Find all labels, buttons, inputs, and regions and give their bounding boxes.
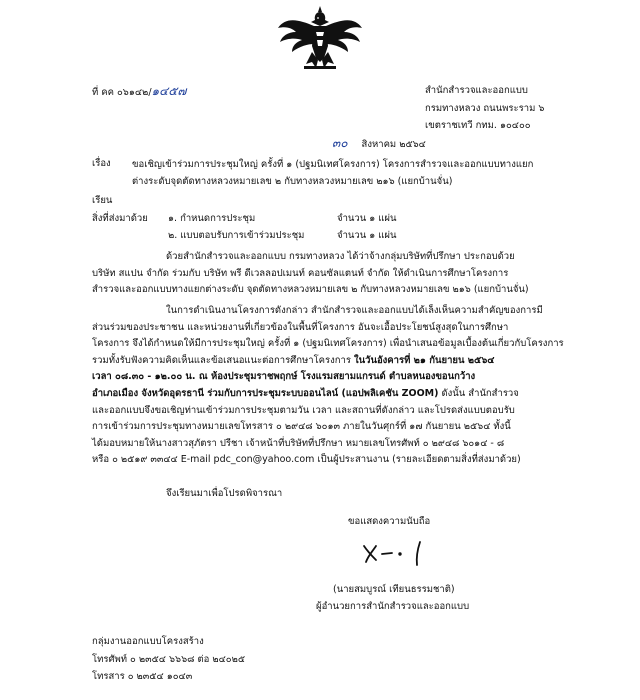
subject-text — [132, 156, 533, 190]
salutation: เรียน — [92, 195, 113, 206]
footer-department: กลุ่มงานออกแบบโครงสร้าง — [92, 636, 204, 647]
date-day-handwritten: ๓๐ — [332, 136, 348, 150]
details-line-8: การเข้าร่วมการประชุมทางหมายเลขโทรสาร ๐ ๒๙๔๘ ๖๐๑๓ ภายในวันศุกร์ที่ ๑๗ กันยายน ๒๕๖๔ ทั้งนี้ — [92, 421, 511, 433]
details-line-7: และออกแบบจึงขอเชิญท่านเข้าร่วมการประชุมตามวัน เวลา และสถานที่ดังกล่าว และโปรดส่งแบบตอบรับ — [92, 404, 515, 416]
reference-prefix: ที่ คค ๐๖๑๔๒/ — [92, 87, 152, 98]
footer-fax: โทรสาร ๐ ๒๓๕๔ ๑๐๔๓ — [92, 671, 193, 682]
meeting-time-venue: เวลา ๐๘.๓๐ - ๑๒.๐๐ น. ณ ห้องประชุมราชพฤกษ์ โรงแรมสยามแกรนด์ ตำบลหนองขอนกว้าง — [92, 371, 476, 383]
meeting-date: ในวันอังคารที่ ๒๑ กันยายน ๒๕๖๔ — [353, 354, 495, 366]
regards: ขอแสดงความนับถือ — [348, 516, 431, 527]
details-line-2: ส่วนร่วมของประชาชน และหน่วยงานที่เกี่ยวข้องในพื้นที่โครงการ อันจะเอื้อประโยชน์สูงสุดในการศึกษา — [92, 321, 509, 333]
intro-line-2: บริษัท สแปน จำกัด ร่วมกับ บริษัท พรี ดีเวลลอปเมนท์ คอนซัลแตนท์ จำกัด ให้ดำเนินการศึกษาโครงการ — [92, 267, 509, 279]
details-line-9: ได้มอบหมายให้นางสาวสุภัตรา ปรีชา เจ้าหน้าที่บริษัทที่ปรึกษา หมายเลขโทรศัพท์ ๐ ๒๙๔๘ ๖๐๑๔ - ๘ — [92, 437, 505, 449]
enclosure-item-1: ๑. กำหนดการประชุม — [168, 213, 256, 224]
subject-line-1: ขอเชิญเข้าร่วมการประชุมใหญ่ ครั้งที่ ๑ (ปฐมนิเทศโครงการ) โครงการสำรวจและออกแบบทางแยก — [132, 159, 534, 170]
enclosure-qty-2: จำนวน ๑ แผ่น — [337, 230, 397, 241]
intro-line-1: ด้วยสำนักสำรวจและออกแบบ กรมทางหลวง ได้ว่าจ้างกลุ่มบริษัทที่ปรึกษา ประกอบด้วย — [166, 251, 515, 262]
details-line-6-text: ดังนั้น สำนักสำรวจ — [438, 387, 519, 399]
intro-line-3: สำรวจและออกแบบทางแยกต่างระดับ จุดตัดทางหลวงหมายเลข ๒ กับทางหลวงหมายเลข ๒๑๖ (แยกบ้านจั่น) — [92, 284, 529, 296]
letter-date — [332, 134, 426, 153]
details-line-4 — [92, 353, 602, 370]
details-line-6 — [92, 386, 602, 403]
signer-title: ผู้อำนวยการสำนักสำรวจและออกแบบ — [316, 601, 470, 612]
meeting-location: อำเภอเมือง จังหวัดอุดรธานี ร่วมกับการประชุมระบบออนไลน์ (แอปพลิเคชัน ZOOM) — [92, 387, 439, 399]
reference-number — [92, 82, 186, 101]
garuda-emblem — [276, 6, 364, 70]
sender-district: เขตราชเทวี กทม. ๑๐๔๐๐ — [425, 120, 531, 131]
details-line-10: หรือ ๐ ๒๕๑๙ ๓๓๔๔ E-mail pdc_con@yahoo.com เป็นผู้ประสานงาน (รายละเอียดตามสิ่งที่ส่งมาด้วย) — [92, 454, 521, 466]
signer-name: (นายสมบูรณ์ เทียนธรรมชาติ) — [333, 584, 455, 595]
reference-handwritten-number: ๑๔๕๗ — [151, 84, 187, 98]
date-month-year: สิงหาคม ๒๕๖๔ — [361, 139, 426, 150]
signature — [360, 538, 440, 568]
paragraph-meeting-details — [92, 303, 602, 469]
sender-department: กรมทางหลวง ถนนพระราม ๖ — [425, 102, 545, 114]
closing-request: จึงเรียนมาเพื่อโปรดพิจารณา — [166, 488, 283, 499]
details-line-4-text: รวมทั้งรับฟังความคิดเห็นและข้อเสนอแนะต่อการศึกษาโครงการ — [92, 354, 354, 366]
subject-line-2: ต่างระดับจุดตัดทางหลวงหมายเลข ๒ กับทางหลวงหมายเลข ๒๑๖ (แยกบ้านจั่น) — [132, 176, 453, 187]
sender-office: สำนักสำรวจและออกแบบ — [425, 85, 528, 96]
sender-address — [425, 82, 544, 135]
paragraph-intro — [92, 249, 602, 299]
details-line-3: โครงการ จึงได้กำหนดให้มีการประชุมใหญ่ ครั้งที่ ๑ (ปฐมนิเทศโครงการ) เพื่อนำเสนอข้อมูลเบื้องต้นเกี่ยวกับโครงการ — [92, 338, 564, 350]
footer-contact — [92, 633, 245, 686]
enclosure-qty-1: จำนวน ๑ แผ่น — [337, 213, 397, 224]
enclosure-label: สิ่งที่ส่งมาด้วย — [92, 213, 148, 224]
subject-label: เรื่อง — [92, 158, 111, 169]
footer-phone: โทรศัพท์ ๐ ๒๓๕๔ ๖๖๖๘ ต่อ ๒๔๐๒๕ — [92, 653, 246, 665]
enclosure-item-2: ๒. แบบตอบรับการเข้าร่วมประชุม — [168, 230, 305, 241]
details-line-1: ในการดำเนินงานโครงการดังกล่าว สำนักสำรวจและออกแบบได้เล็งเห็นความสำคัญของการมี — [166, 305, 543, 316]
